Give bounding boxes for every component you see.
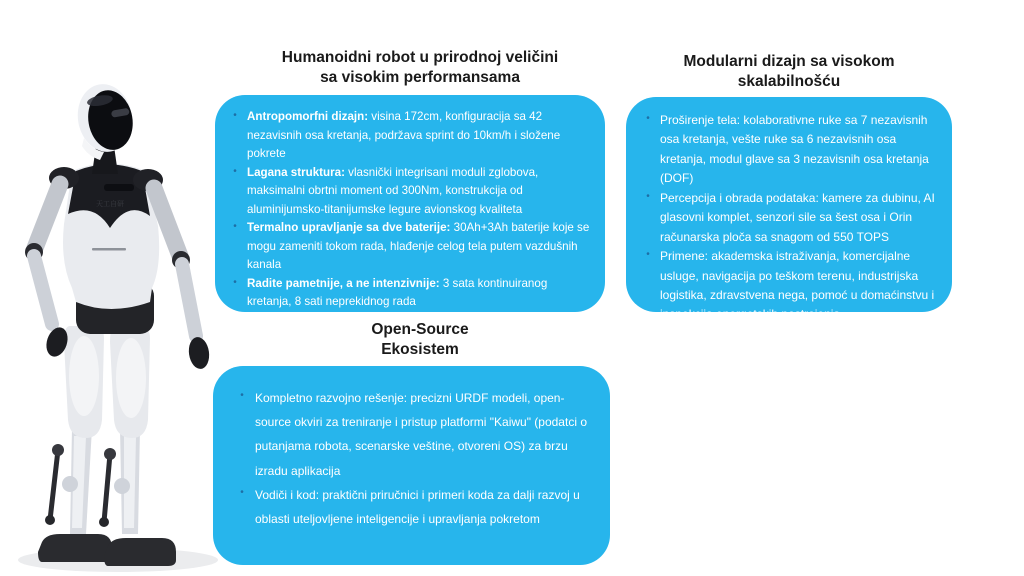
bullet-text: Primene: akademska istraživanja, komercijalne usluge, navigacija po teškom terenu, industrijska logistika, zdravstvena nega, pomoć u domaćinstvu i inspekcija energetskih postrojenja xyxy=(660,249,935,322)
bullet-icon: • xyxy=(233,221,237,233)
bullet-lead: Antropomorfni dizajn: xyxy=(247,110,369,123)
bullet-item xyxy=(223,108,593,164)
bullet-body: 30Ah+3Ah baterije koje se mogu zameniti tokom rada, hlađenje celog tela putem vazdušnih kanala xyxy=(247,221,590,272)
feature-box-performance xyxy=(215,95,605,312)
bullet-icon: • xyxy=(233,165,237,177)
bullet-lead: Radite pametnije, a ne intenzivnije: xyxy=(247,276,440,290)
bullet-item xyxy=(229,386,596,483)
bullet-icon: • xyxy=(233,110,237,121)
bullet-text: Percepcija i obrada podataka: kamere za dubinu, AI glasovni komplet, senzori sile sa šest osa i Orin računarska ploča sa snagom od 550 TOPS xyxy=(660,190,935,244)
bullet-icon: • xyxy=(240,390,244,401)
robot-chest-label: 天工自研 xyxy=(96,200,124,208)
bullet-item xyxy=(223,219,593,275)
bullet-body: visina 172cm, konfiguracija sa 42 nezavisnih osa kretanja, podržava sprint do 10km/h i složene pokrete xyxy=(247,110,561,161)
bullet-lead: Termalno upravljanje sa dve baterije: xyxy=(247,221,451,235)
bullet-text xyxy=(247,108,593,164)
bullet-icon: • xyxy=(646,249,650,261)
robot-right-leg xyxy=(99,428,140,534)
bullet-body: 3 sata kontinuiranog kretanja, 8 sati neprekidnog rada xyxy=(247,276,548,309)
bullet-text: Vodiči i kod: praktični priručnici i primeri koda za dalji razvoj u oblasti uteljovljene inteligencije i upravljanja pokretom xyxy=(255,487,580,527)
bullet-body: vlasnički integrisani moduli zglobova, maksimalni obrtni moment od 300Nm, konstrukcija od aluminijumsko-titanijumske legure avionskog kvaliteta xyxy=(247,165,539,216)
bullet-item xyxy=(636,247,942,325)
title-line: skalabilnošću xyxy=(737,73,841,90)
bullet-item xyxy=(636,111,942,189)
robot-thighs xyxy=(64,326,150,438)
bullet-text xyxy=(247,219,593,275)
bullet-lead: Lagana struktura: xyxy=(247,165,345,179)
robot-left-leg xyxy=(45,428,92,534)
bullet-text xyxy=(247,164,593,220)
bullet-text: Proširenje tela: kolaborativne ruke sa 7 nezavisnih osa kretanja, vešte ruke sa 6 nezavisnih osa kretanja, modul glave sa 3 nezavisnih osa kretanja (DOF) xyxy=(660,113,929,186)
title-line: sa visokim performansama xyxy=(320,69,520,86)
bullet-icon: • xyxy=(240,486,244,498)
title-line: Ekosistem xyxy=(381,341,459,358)
bullet-item xyxy=(636,189,942,247)
section-title-performance xyxy=(235,48,605,88)
bullet-icon: • xyxy=(646,113,650,124)
section-title-modular xyxy=(629,52,949,92)
bullet-item xyxy=(223,275,593,312)
bullet-item xyxy=(229,483,596,531)
robot-head xyxy=(73,80,138,174)
feature-box-opensource xyxy=(213,366,610,565)
bullet-text xyxy=(247,275,593,312)
robot-left-foot xyxy=(38,534,112,562)
bullet-icon: • xyxy=(233,276,237,288)
bullet-text: Kompletno razvojno rešenje: precizni URDF modeli, open-source okviri za treniranje i pristup platformi "Kaiwu" (podatci o putanjama robota, scenarske veštine, otvoreni OS) za brzu izradu aplikacija xyxy=(255,391,587,478)
section-title-opensource xyxy=(235,320,605,360)
feature-box-modular xyxy=(626,97,952,322)
bullet-icon: • xyxy=(646,190,650,202)
title-line: Humanoidni robot u prirodnoj veličini xyxy=(281,49,559,66)
robot-right-foot xyxy=(104,538,176,566)
bullet-item xyxy=(223,164,593,220)
title-line: Modularni dizajn sa visokom xyxy=(683,53,895,70)
title-line: Open-Source xyxy=(371,321,469,338)
